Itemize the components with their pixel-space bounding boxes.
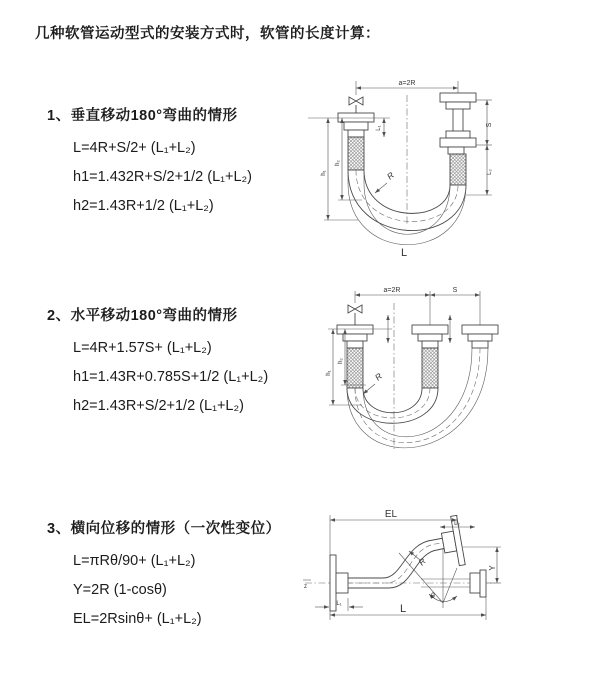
right-flange-lower (440, 131, 476, 154)
dim-label-a2r: a=2R (398, 80, 416, 87)
formula-h2: h2=1.43R+1/2 (L₁+L₂) (73, 198, 214, 214)
dim-label-a2r: a=2R (383, 287, 401, 294)
right-flange-displaced (462, 325, 498, 348)
page-title: 几种软管运动型式的安装方式时，软管的长度计算： (35, 26, 380, 42)
dim-label-l2: L₂ (487, 169, 493, 175)
section-3-heading: 3、横向位移的情形（一次性变位） (47, 521, 281, 537)
right-flange-upper (440, 93, 476, 109)
formula-L: L=4R+1.57S+ (L₁+L₂) (73, 340, 212, 356)
length-label: L (401, 247, 408, 259)
middle-flange (412, 325, 448, 348)
dim-label-l1: L₁ (376, 125, 382, 131)
section-2-heading: 2、水平移动180°弯曲的情形 (47, 308, 238, 324)
section-2 (47, 304, 268, 421)
formula-L: L=4R+S/2+ (L₁+L₂) (73, 140, 196, 156)
formula-h1: h1=1.43R+0.785S+1/2 (L₁+L₂) (73, 369, 269, 385)
radius-label: R (384, 169, 396, 182)
formula-h1: h1=1.432R+S/2+1/2 (L₁+L₂) (73, 169, 253, 185)
dim-label-h1: h₁ (321, 170, 327, 176)
diagram-horizontal-180-bend (300, 283, 595, 463)
braided-hose-right (450, 154, 466, 185)
dim-label-l1: L₁ (336, 601, 342, 607)
hose-s-curve (348, 537, 451, 588)
valve-icon (349, 97, 363, 105)
dim-label-h2: h₂ (338, 358, 344, 364)
section-1-heading: 1、垂直移动180°弯曲的情形 (47, 108, 238, 124)
formula-EL: EL=2Rsinθ+ (L₁+L₂) (73, 611, 202, 627)
dim-label-s: S (452, 287, 458, 294)
dim-label-h1: h₁ (326, 370, 332, 376)
length-label: L (399, 603, 407, 615)
dim-label-h2: h₂ (335, 160, 341, 166)
diagram-lateral-displacement (303, 508, 600, 643)
diagram-vertical-180-bend (300, 73, 595, 273)
dim-label-l2: L₂ (454, 521, 460, 527)
formula-h2: h2=1.43R+S/2+1/2 (L₁+L₂) (73, 398, 244, 414)
dim-label-el: EL (384, 509, 398, 520)
hose-u-bend-displaced (347, 348, 488, 448)
section-3 (47, 517, 281, 634)
angle-label: θ (431, 593, 435, 600)
braided-hose-left (348, 137, 364, 170)
section-1 (47, 104, 252, 221)
valve-icon (348, 305, 362, 313)
hose-u-bend-current (347, 388, 438, 423)
radius-label: R (416, 556, 428, 568)
dim-label-y: Y (488, 565, 497, 571)
radius-label: R (372, 370, 384, 383)
braided-hose-left (347, 348, 363, 388)
formula-Y: Y=2R (1-cosθ) (73, 582, 167, 598)
braided-hose-middle (422, 348, 438, 388)
dim-label-s: S (486, 122, 493, 128)
axis-mark: z (304, 584, 307, 590)
left-flange (337, 325, 373, 348)
left-flange (338, 113, 374, 137)
formula-L: L=πRθ/90+ (L₁+L₂) (73, 553, 196, 569)
